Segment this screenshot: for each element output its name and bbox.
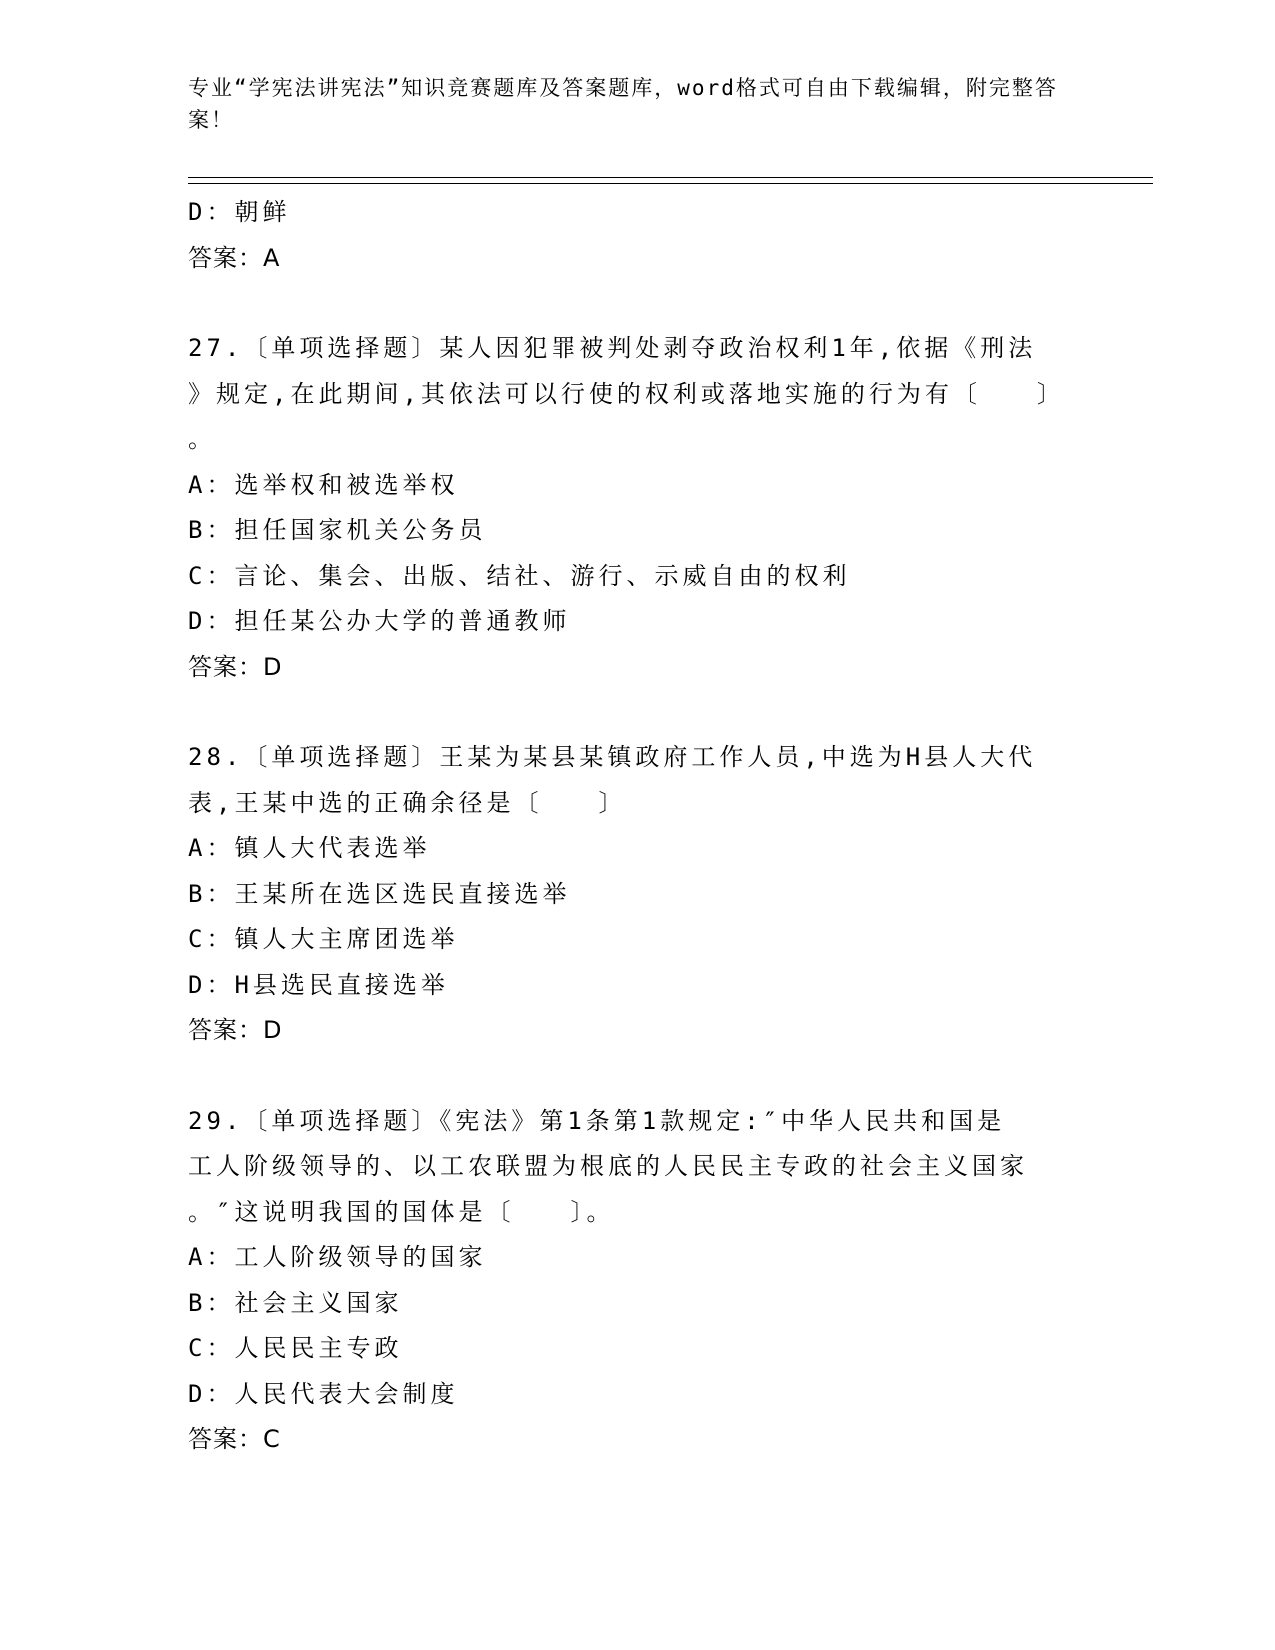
question-stem-line: 工人阶级领导的、以工农联盟为根底的人民民主专政的社会主义国家	[188, 1152, 1028, 1180]
question-stem-line: 29.〔单项选择题〕《宪法》第1条第1款规定:″中华人民共和国是	[188, 1106, 1006, 1135]
header-text: 专业“学宪法讲宪法”知识竞赛题库及答案题库，word格式可自由下载编辑，附完整答案！	[188, 76, 1058, 132]
question-stem-line: 》规定,在此期间,其依法可以行使的权利或落地实施的行为有〔 〕	[188, 379, 1065, 408]
question-stem-line: 表,王某中选的正确余径是〔 〕	[188, 788, 627, 817]
answer: 答案：D	[188, 652, 283, 681]
answer: 答案：A	[188, 243, 281, 272]
question-28	[188, 735, 1068, 1054]
question-27	[188, 326, 1068, 690]
question-stem-line: 28.〔单项选择题〕王某为某县某镇政府工作人员,中选为H县人大代	[188, 743, 1037, 771]
option-a: A：工人阶级领导的国家	[188, 1243, 487, 1271]
answer: 答案：C	[188, 1425, 281, 1453]
option-d: D：人民代表大会制度	[188, 1379, 459, 1408]
option-c: C：人民民主专政	[188, 1334, 403, 1362]
question-26-tail	[188, 190, 1068, 281]
header-divider-top	[188, 177, 1153, 178]
spacer	[188, 1054, 1068, 1099]
spacer	[188, 690, 1068, 735]
question-stem-line: 。″这说明我国的国体是〔 〕。	[188, 1197, 615, 1226]
spacer	[188, 281, 1068, 326]
option-d: D：担任某公办大学的普通教师	[188, 607, 571, 635]
answer: 答案：D	[188, 1016, 283, 1044]
option-d: D：H县选民直接选举	[188, 970, 449, 999]
header-divider-bottom	[188, 183, 1153, 184]
option-c: C：言论、集会、出版、结社、游行、示威自由的权利	[188, 561, 851, 590]
option-b: B：王某所在选区选民直接选举	[188, 879, 571, 908]
option-c: C：镇人大主席团选举	[188, 925, 459, 953]
option-d: D：朝鲜	[188, 198, 291, 226]
option-b: B：担任国家机关公务员	[188, 516, 487, 544]
question-stem-line: 27.〔单项选择题〕某人因犯罪被判处剥夺政治权利1年,依据《刑法	[188, 334, 1037, 362]
option-a: A：选举权和被选举权	[188, 470, 459, 499]
option-a: A：镇人大代表选举	[188, 834, 431, 862]
option-b: B：社会主义国家	[188, 1288, 403, 1317]
question-29	[188, 1099, 1068, 1463]
page-header	[188, 72, 1068, 136]
question-stem-line: 。	[188, 425, 216, 453]
document-body	[188, 190, 1068, 1463]
